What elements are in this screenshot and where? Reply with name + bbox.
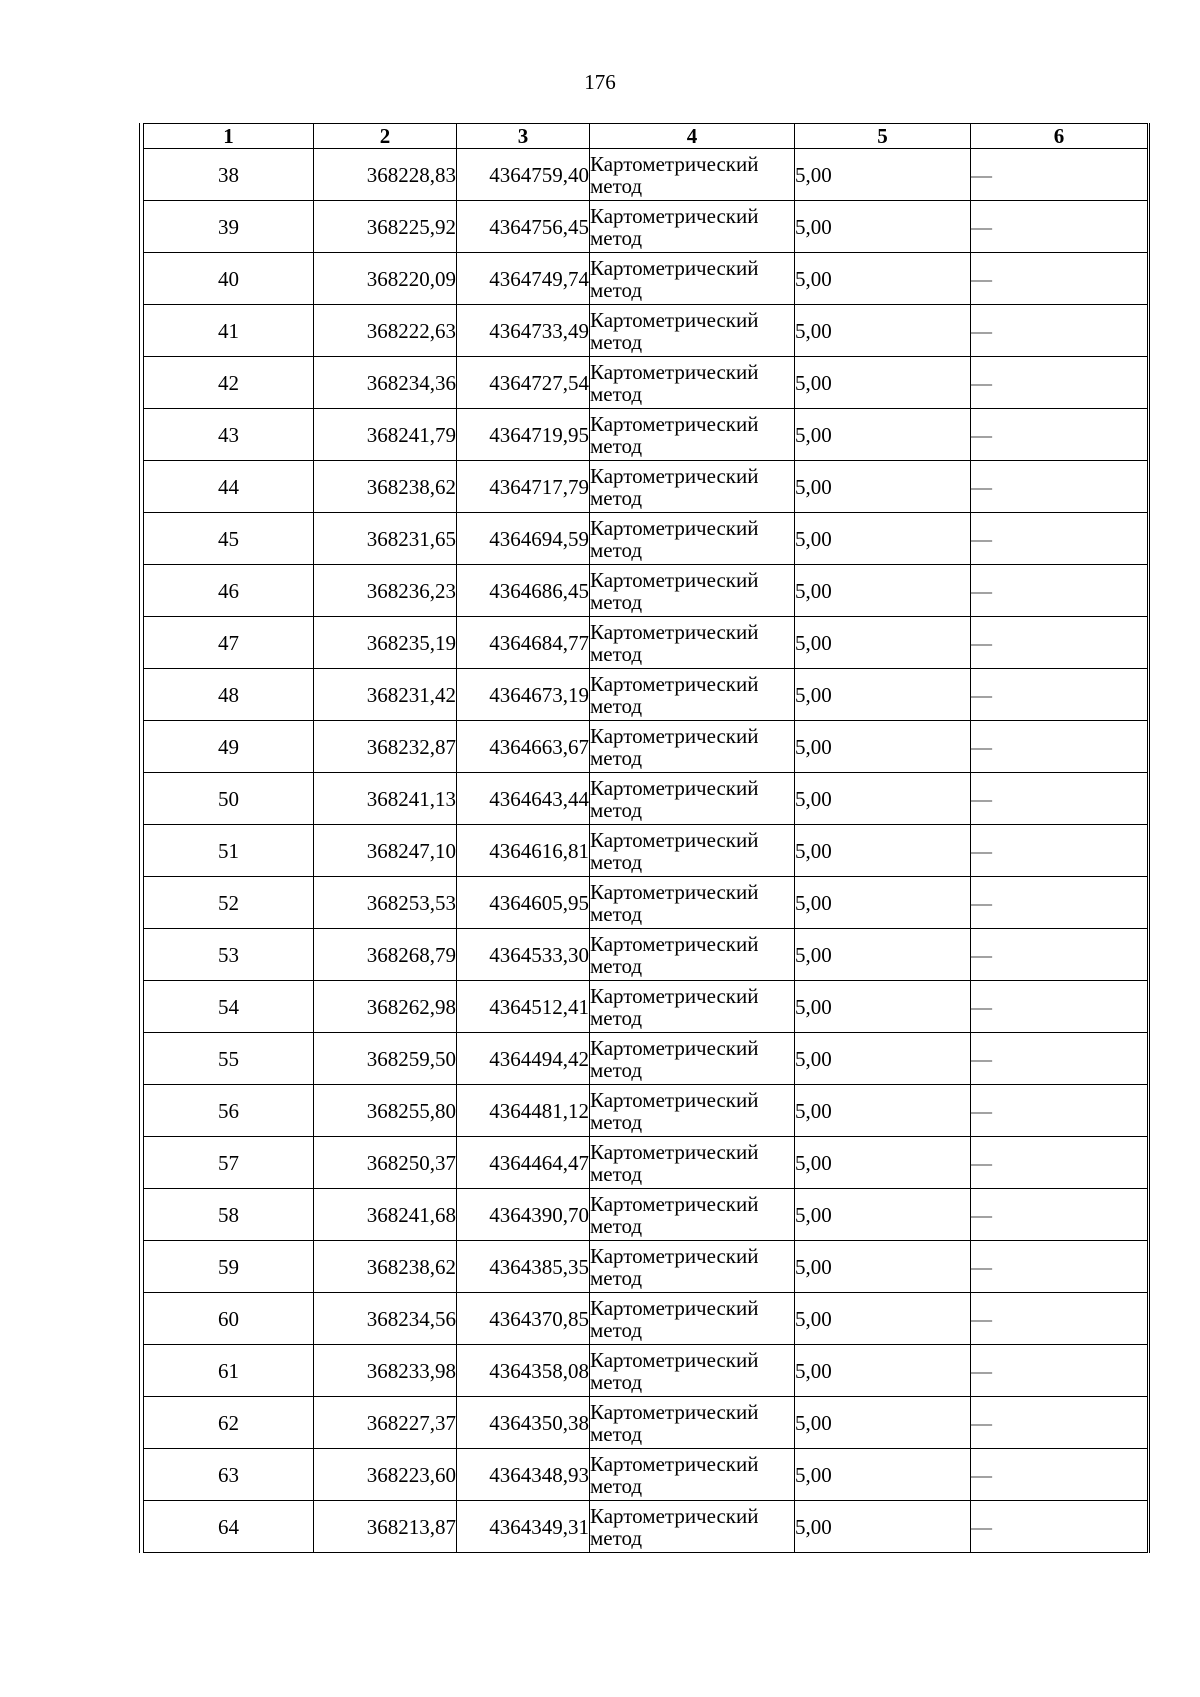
accuracy-cell: 5,00 (795, 617, 971, 669)
x-coordinate-cell: 368259,50 (314, 1033, 457, 1085)
method-cell (590, 1033, 795, 1085)
point-number-cell: 51 (144, 825, 314, 877)
method-line1: Картометрический (590, 1087, 759, 1112)
accuracy-cell: 5,00 (795, 513, 971, 565)
table-row (144, 1085, 1148, 1137)
method-line2: метод (590, 1109, 643, 1134)
method-line2: метод (590, 225, 643, 250)
header-cell: 6 (971, 124, 1148, 149)
table-row (144, 253, 1148, 305)
note-cell: — (971, 1397, 1148, 1449)
point-number-cell: 55 (144, 1033, 314, 1085)
method-cell (590, 149, 795, 201)
accuracy-cell: 5,00 (795, 201, 971, 253)
method-cell (590, 357, 795, 409)
note-cell: — (971, 565, 1148, 617)
point-number-cell: 62 (144, 1397, 314, 1449)
method-cell (590, 929, 795, 981)
method-line2: метод (590, 1317, 643, 1342)
method-line2: метод (590, 1057, 643, 1082)
accuracy-cell: 5,00 (795, 1137, 971, 1189)
method-cell (590, 305, 795, 357)
table-row (144, 201, 1148, 253)
point-number-cell: 53 (144, 929, 314, 981)
method-cell (590, 1397, 795, 1449)
point-number-cell: 63 (144, 1449, 314, 1501)
method-line2: метод (590, 1161, 643, 1186)
table-row (144, 1345, 1148, 1397)
note-cell: — (971, 981, 1148, 1033)
y-coordinate-cell: 4364348,93 (457, 1449, 590, 1501)
method-line2: метод (590, 745, 643, 770)
y-coordinate-cell: 4364349,31 (457, 1501, 590, 1553)
accuracy-cell: 5,00 (795, 981, 971, 1033)
x-coordinate-cell: 368234,36 (314, 357, 457, 409)
x-coordinate-cell: 368241,13 (314, 773, 457, 825)
method-line2: метод (590, 589, 643, 614)
point-number-cell: 61 (144, 1345, 314, 1397)
method-cell (590, 1085, 795, 1137)
y-coordinate-cell: 4364727,54 (457, 357, 590, 409)
method-cell (590, 513, 795, 565)
y-coordinate-cell: 4364719,95 (457, 409, 590, 461)
note-cell: — (971, 1449, 1148, 1501)
x-coordinate-cell: 368238,62 (314, 1241, 457, 1293)
method-line1: Картометрический (590, 879, 759, 904)
note-cell: — (971, 669, 1148, 721)
x-coordinate-cell: 368255,80 (314, 1085, 457, 1137)
table-row (144, 461, 1148, 513)
coordinates-table (143, 123, 1148, 1553)
method-cell (590, 1189, 795, 1241)
y-coordinate-cell: 4364616,81 (457, 825, 590, 877)
method-line1: Картометрический (590, 203, 759, 228)
accuracy-cell: 5,00 (795, 1293, 971, 1345)
method-cell (590, 1293, 795, 1345)
point-number-cell: 44 (144, 461, 314, 513)
point-number-cell: 40 (144, 253, 314, 305)
point-number-cell: 49 (144, 721, 314, 773)
y-coordinate-cell: 4364663,67 (457, 721, 590, 773)
note-cell: — (971, 409, 1148, 461)
method-line1: Картометрический (590, 307, 759, 332)
y-coordinate-cell: 4364694,59 (457, 513, 590, 565)
point-number-cell: 41 (144, 305, 314, 357)
x-coordinate-cell: 368250,37 (314, 1137, 457, 1189)
table-row (144, 357, 1148, 409)
method-line2: метод (590, 1525, 643, 1550)
header-cell: 4 (590, 124, 795, 149)
method-line1: Картометрический (590, 671, 759, 696)
point-number-cell: 42 (144, 357, 314, 409)
note-cell: — (971, 357, 1148, 409)
note-cell: — (971, 1345, 1148, 1397)
table-row (144, 1137, 1148, 1189)
y-coordinate-cell: 4364385,35 (457, 1241, 590, 1293)
note-cell: — (971, 773, 1148, 825)
accuracy-cell: 5,00 (795, 825, 971, 877)
point-number-cell: 57 (144, 1137, 314, 1189)
y-coordinate-cell: 4364533,30 (457, 929, 590, 981)
note-cell: — (971, 1189, 1148, 1241)
x-coordinate-cell: 368213,87 (314, 1501, 457, 1553)
method-line2: метод (590, 901, 643, 926)
accuracy-cell: 5,00 (795, 669, 971, 721)
y-coordinate-cell: 4364605,95 (457, 877, 590, 929)
accuracy-cell: 5,00 (795, 773, 971, 825)
method-line1: Картометрический (590, 567, 759, 592)
y-coordinate-cell: 4364717,79 (457, 461, 590, 513)
accuracy-cell: 5,00 (795, 1449, 971, 1501)
method-line1: Картометрический (590, 1399, 759, 1424)
note-cell: — (971, 617, 1148, 669)
method-line1: Картометрический (590, 1191, 759, 1216)
point-number-cell: 58 (144, 1189, 314, 1241)
table-row (144, 1189, 1148, 1241)
method-line1: Картометрический (590, 463, 759, 488)
table-body (144, 149, 1148, 1553)
x-coordinate-cell: 368241,68 (314, 1189, 457, 1241)
method-cell (590, 409, 795, 461)
table-row (144, 1033, 1148, 1085)
x-coordinate-cell: 368227,37 (314, 1397, 457, 1449)
note-cell: — (971, 149, 1148, 201)
note-cell: — (971, 1293, 1148, 1345)
note-cell: — (971, 877, 1148, 929)
accuracy-cell: 5,00 (795, 1397, 971, 1449)
x-coordinate-cell: 368223,60 (314, 1449, 457, 1501)
method-line2: метод (590, 1369, 643, 1394)
accuracy-cell: 5,00 (795, 1085, 971, 1137)
y-coordinate-cell: 4364733,49 (457, 305, 590, 357)
table-row (144, 1501, 1148, 1553)
method-line1: Картометрический (590, 359, 759, 384)
note-cell: — (971, 1085, 1148, 1137)
method-line1: Картометрический (590, 775, 759, 800)
accuracy-cell: 5,00 (795, 461, 971, 513)
table-frame (139, 123, 1150, 1553)
accuracy-cell: 5,00 (795, 1501, 971, 1553)
method-cell (590, 461, 795, 513)
note-cell: — (971, 1033, 1148, 1085)
method-line2: метод (590, 953, 643, 978)
method-line2: метод (590, 433, 643, 458)
note-cell: — (971, 929, 1148, 981)
accuracy-cell: 5,00 (795, 1189, 971, 1241)
method-line2: метод (590, 381, 643, 406)
table-row (144, 149, 1148, 201)
x-coordinate-cell: 368233,98 (314, 1345, 457, 1397)
x-coordinate-cell: 368231,42 (314, 669, 457, 721)
method-line2: метод (590, 1473, 643, 1498)
method-cell (590, 773, 795, 825)
point-number-cell: 43 (144, 409, 314, 461)
method-line1: Картометрический (590, 723, 759, 748)
method-cell (590, 565, 795, 617)
table-row (144, 1241, 1148, 1293)
table-row (144, 617, 1148, 669)
method-line2: метод (590, 329, 643, 354)
method-line1: Картометрический (590, 1347, 759, 1372)
accuracy-cell: 5,00 (795, 929, 971, 981)
method-line1: Картометрический (590, 1139, 759, 1164)
y-coordinate-cell: 4364390,70 (457, 1189, 590, 1241)
method-line2: метод (590, 1421, 643, 1446)
method-line1: Картометрический (590, 827, 759, 852)
method-line2: метод (590, 849, 643, 874)
method-line1: Картометрический (590, 255, 759, 280)
note-cell: — (971, 1501, 1148, 1553)
y-coordinate-cell: 4364464,47 (457, 1137, 590, 1189)
y-coordinate-cell: 4364756,45 (457, 201, 590, 253)
point-number-cell: 48 (144, 669, 314, 721)
table-row (144, 305, 1148, 357)
y-coordinate-cell: 4364358,08 (457, 1345, 590, 1397)
table-row (144, 669, 1148, 721)
method-cell (590, 1449, 795, 1501)
method-line1: Картометрический (590, 1295, 759, 1320)
x-coordinate-cell: 368228,83 (314, 149, 457, 201)
y-coordinate-cell: 4364686,45 (457, 565, 590, 617)
header-cell: 2 (314, 124, 457, 149)
point-number-cell: 39 (144, 201, 314, 253)
note-cell: — (971, 721, 1148, 773)
method-cell (590, 877, 795, 929)
method-line1: Картометрический (590, 983, 759, 1008)
header-row (144, 124, 1148, 149)
method-cell (590, 1501, 795, 1553)
method-line1: Картометрический (590, 1503, 759, 1528)
header-cell: 1 (144, 124, 314, 149)
x-coordinate-cell: 368236,23 (314, 565, 457, 617)
x-coordinate-cell: 368220,09 (314, 253, 457, 305)
table-row (144, 565, 1148, 617)
method-cell (590, 825, 795, 877)
point-number-cell: 60 (144, 1293, 314, 1345)
point-number-cell: 56 (144, 1085, 314, 1137)
table-row (144, 1449, 1148, 1501)
note-cell: — (971, 253, 1148, 305)
method-cell (590, 669, 795, 721)
point-number-cell: 52 (144, 877, 314, 929)
point-number-cell: 46 (144, 565, 314, 617)
table-row (144, 929, 1148, 981)
method-line2: метод (590, 485, 643, 510)
y-coordinate-cell: 4364759,40 (457, 149, 590, 201)
note-cell: — (971, 1241, 1148, 1293)
y-coordinate-cell: 4364684,77 (457, 617, 590, 669)
x-coordinate-cell: 368253,53 (314, 877, 457, 929)
y-coordinate-cell: 4364494,42 (457, 1033, 590, 1085)
method-cell (590, 617, 795, 669)
point-number-cell: 45 (144, 513, 314, 565)
accuracy-cell: 5,00 (795, 877, 971, 929)
accuracy-cell: 5,00 (795, 149, 971, 201)
accuracy-cell: 5,00 (795, 1345, 971, 1397)
note-cell: — (971, 825, 1148, 877)
method-line2: метод (590, 1265, 643, 1290)
table-row (144, 1293, 1148, 1345)
x-coordinate-cell: 368231,65 (314, 513, 457, 565)
point-number-cell: 59 (144, 1241, 314, 1293)
y-coordinate-cell: 4364673,19 (457, 669, 590, 721)
x-coordinate-cell: 368238,62 (314, 461, 457, 513)
accuracy-cell: 5,00 (795, 565, 971, 617)
point-number-cell: 38 (144, 149, 314, 201)
accuracy-cell: 5,00 (795, 409, 971, 461)
method-cell (590, 721, 795, 773)
page-number: 176 (584, 70, 616, 94)
table-row (144, 513, 1148, 565)
method-line2: метод (590, 173, 643, 198)
method-line2: метод (590, 537, 643, 562)
x-coordinate-cell: 368247,10 (314, 825, 457, 877)
x-coordinate-cell: 368235,19 (314, 617, 457, 669)
table-row (144, 773, 1148, 825)
method-line2: метод (590, 797, 643, 822)
x-coordinate-cell: 368241,79 (314, 409, 457, 461)
y-coordinate-cell: 4364350,38 (457, 1397, 590, 1449)
method-line1: Картометрический (590, 619, 759, 644)
point-number-cell: 50 (144, 773, 314, 825)
table-row (144, 825, 1148, 877)
y-coordinate-cell: 4364512,41 (457, 981, 590, 1033)
method-line1: Картометрический (590, 1451, 759, 1476)
y-coordinate-cell: 4364643,44 (457, 773, 590, 825)
table-row (144, 877, 1148, 929)
method-line2: метод (590, 1005, 643, 1030)
x-coordinate-cell: 368268,79 (314, 929, 457, 981)
table-row (144, 1397, 1148, 1449)
note-cell: — (971, 513, 1148, 565)
table-row (144, 981, 1148, 1033)
table-row (144, 409, 1148, 461)
x-coordinate-cell: 368234,56 (314, 1293, 457, 1345)
x-coordinate-cell: 368232,87 (314, 721, 457, 773)
point-number-cell: 54 (144, 981, 314, 1033)
method-cell (590, 253, 795, 305)
header-cell: 3 (457, 124, 590, 149)
method-cell (590, 1137, 795, 1189)
method-line2: метод (590, 693, 643, 718)
y-coordinate-cell: 4364749,74 (457, 253, 590, 305)
accuracy-cell: 5,00 (795, 253, 971, 305)
accuracy-cell: 5,00 (795, 1033, 971, 1085)
method-line2: метод (590, 641, 643, 666)
x-coordinate-cell: 368262,98 (314, 981, 457, 1033)
method-line1: Картометрический (590, 411, 759, 436)
method-cell (590, 201, 795, 253)
method-line1: Картометрический (590, 931, 759, 956)
accuracy-cell: 5,00 (795, 305, 971, 357)
method-cell (590, 1241, 795, 1293)
method-cell (590, 981, 795, 1033)
x-coordinate-cell: 368225,92 (314, 201, 457, 253)
header-cell: 5 (795, 124, 971, 149)
table-row (144, 721, 1148, 773)
method-line1: Картометрический (590, 151, 759, 176)
point-number-cell: 64 (144, 1501, 314, 1553)
accuracy-cell: 5,00 (795, 1241, 971, 1293)
x-coordinate-cell: 368222,63 (314, 305, 457, 357)
method-line1: Картометрический (590, 1035, 759, 1060)
accuracy-cell: 5,00 (795, 357, 971, 409)
method-line1: Картометрический (590, 1243, 759, 1268)
method-line2: метод (590, 1213, 643, 1238)
y-coordinate-cell: 4364370,85 (457, 1293, 590, 1345)
point-number-cell: 47 (144, 617, 314, 669)
method-line1: Картометрический (590, 515, 759, 540)
y-coordinate-cell: 4364481,12 (457, 1085, 590, 1137)
method-cell (590, 1345, 795, 1397)
accuracy-cell: 5,00 (795, 721, 971, 773)
note-cell: — (971, 201, 1148, 253)
note-cell: — (971, 305, 1148, 357)
note-cell: — (971, 461, 1148, 513)
method-line2: метод (590, 277, 643, 302)
note-cell: — (971, 1137, 1148, 1189)
